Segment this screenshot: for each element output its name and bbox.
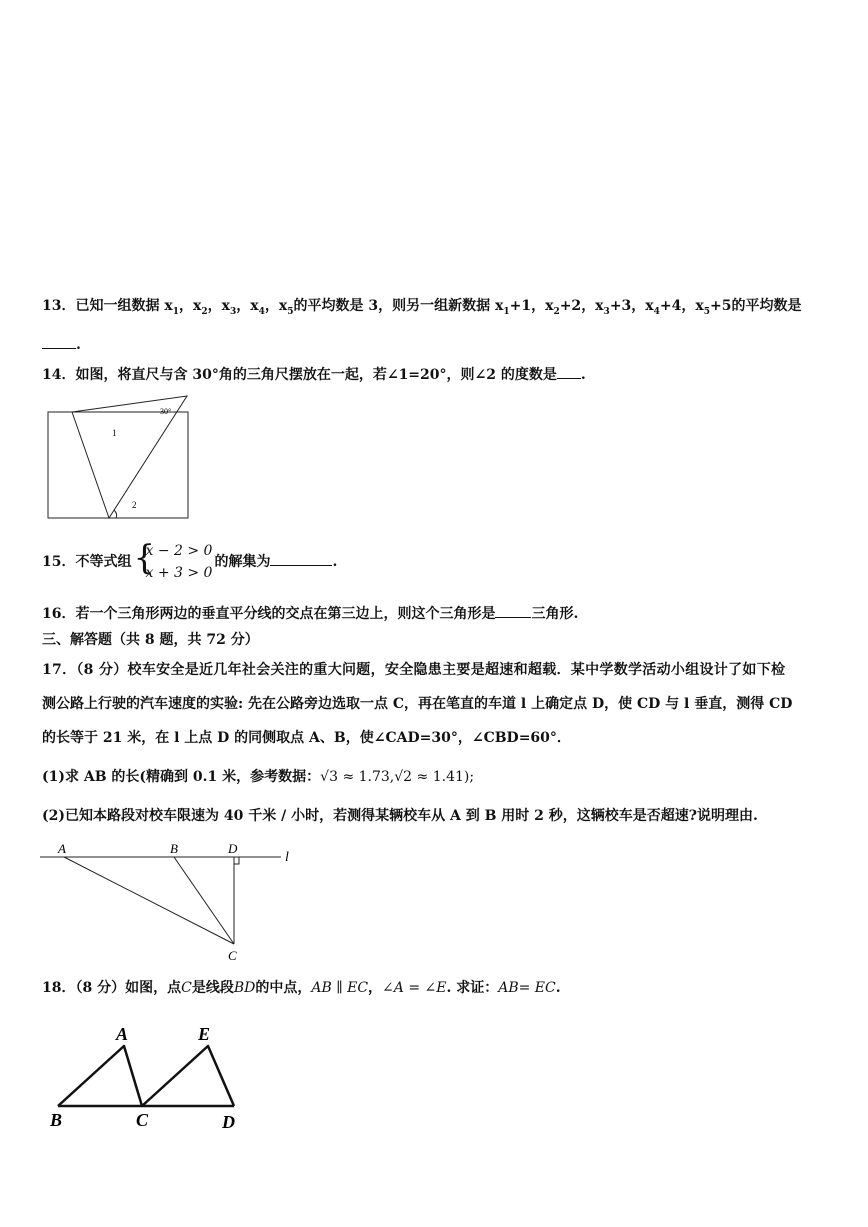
q13-new-sub-3: 3 [603, 306, 610, 317]
q13-text-b: 的平均数是 3，则另一组新数据 x [293, 298, 504, 314]
question-14 [42, 364, 828, 385]
q18-point-C: C [181, 980, 192, 996]
q15-number: 15． [42, 554, 76, 570]
q13-sub-1: 1 [172, 306, 179, 317]
q17-part-1 [42, 767, 828, 787]
q17-label-D: D [228, 841, 238, 856]
section-3-heading: 三、解答题（共 8 题，共 72 分） [42, 632, 259, 648]
q17-label-B: B [170, 841, 178, 856]
angle2-arc [114, 510, 117, 518]
q18-label-B: B [50, 1110, 63, 1130]
q18-segment-BD: BD [233, 980, 256, 996]
q13-new-sub-4: 4 [653, 306, 660, 317]
q18-label-E: E [198, 1024, 211, 1044]
q17-part1-text: (1)求 AB 的长(精确到 0.1 米，参考数据： [42, 769, 321, 785]
q18-label-A: A [116, 1024, 129, 1044]
q14-number: 14． [42, 367, 76, 383]
brace-icon: { [133, 538, 156, 578]
q13-term-2: +2 [559, 298, 582, 314]
q18-parallel: AB ∥ EC [311, 980, 369, 996]
q17-part1-reference: √3 ≈ 1.73,√2 ≈ 1.41); [320, 769, 475, 785]
q13-new-sub-5: 5 [703, 306, 711, 317]
q16-number: 16． [42, 606, 76, 622]
q16-text-a: 若一个三角形两边的垂直平分线的交点在第三边上，则这个三角形是 [75, 606, 496, 622]
q17-label-C: C [228, 948, 237, 963]
q14-figure [42, 392, 202, 524]
q15-text-a: 不等式组 [75, 554, 132, 570]
q14-label-30: 30° [160, 407, 172, 416]
q13-term-1: +1 [509, 298, 532, 314]
q13-answer-blank[interactable] [42, 334, 76, 349]
q13-new-sub-1: 1 [503, 306, 510, 317]
q14-text: 如图，将直尺与含 30°角的三角尺摆放在一起，若∠1=20°，则∠2 的度数是 [75, 367, 557, 383]
q18-text-a: 18．（8 分）如图，点 [42, 980, 182, 996]
question-16 [42, 603, 828, 624]
question-15 [42, 540, 828, 584]
q16-text-b: 三角形. [531, 606, 579, 622]
right-angle-mark [234, 857, 239, 864]
q13-sub-5: 5 [287, 306, 294, 317]
q18-angle-eq: ∠A = ∠E [382, 980, 447, 996]
q18-comma: ， [368, 980, 383, 996]
q17-label-l: l [285, 850, 289, 865]
q18-end: . [555, 980, 561, 996]
inequality-system [133, 540, 212, 584]
q13-text-a: 已知一组数据 x [75, 298, 173, 314]
q15-answer-blank[interactable] [270, 551, 332, 566]
q17-figure [38, 838, 300, 966]
q13-term-5: +5 [710, 298, 732, 314]
q13-sub-4: 4 [258, 306, 265, 317]
q16-answer-blank[interactable] [495, 603, 531, 618]
q17-label-A: A [58, 841, 66, 856]
q17-part-2: (2)已知本路段对校车限速为 40 千米 / 小时，若测得某辆校车从 A 到 B 用时 2 秒，这辆校车是否超速?说明理由. [42, 808, 758, 824]
q18-label-D: D [222, 1112, 235, 1132]
question-13: 13．已知一组数据 $x_1$，$x_2$，$x_3$，$x_4$，$x_5$的平均数是 3，则另一组新数据 $x_1+1$，$x_2+2$，$x_3+3$，$x_4+4$，$x_5+5$的平均数是 [42, 298, 802, 317]
segment-AC [64, 857, 234, 944]
q14-answer-blank[interactable] [557, 364, 581, 379]
q13-term-4: +4 [659, 298, 682, 314]
segment-BC [174, 857, 234, 944]
q13-text-c: 的平均数是 [731, 298, 802, 314]
q14-end: . [580, 367, 586, 383]
question-18 [42, 978, 828, 998]
q13-new-sub-2: 2 [553, 306, 560, 317]
triangle-ABC [58, 1046, 142, 1106]
q15-text-b: 的解集为 [214, 554, 271, 570]
q15-end: . [332, 554, 338, 570]
triangle-ECD [142, 1046, 234, 1106]
q17-line-2: 测公路上行驶的汽车速度的实验: 先在公路旁边选取一点 C，再在笔直的车道 l 上确定点 D，使 CD 与 l 垂直，测得 CD [42, 696, 793, 712]
q18-label-C: C [136, 1110, 149, 1130]
q13-sub-2: 2 [201, 306, 208, 317]
q18-figure [46, 1020, 246, 1136]
inequality-2: x + 3 > 0 [145, 565, 213, 581]
q14-label-2: 2 [132, 500, 137, 510]
q17-line-3: 的长等于 21 米，在 l 上点 D 的同侧取点 A、B，使∠CAD=30°，∠CBD=60°． [42, 730, 571, 746]
q18-text-c: 的中点， [255, 980, 312, 996]
inequality-1: x − 2 > 0 [145, 543, 213, 559]
q13-term-3: +3 [609, 298, 632, 314]
q18-text-d: . 求证： [446, 980, 499, 996]
q13-end: . [76, 337, 81, 353]
q18-prove: AB= EC [498, 980, 556, 996]
q13-sub-3: 3 [229, 306, 237, 317]
q14-label-1: 1 [112, 428, 117, 438]
question-13-answer [42, 334, 828, 355]
q18-text-b: 是线段 [191, 980, 234, 996]
q17-line-1: 17．（8 分）校车安全是近几年社会关注的重大问题，安全隐患主要是超速和超载．某中学数学活动小组设计了如下检 [42, 662, 786, 678]
q13-number: 13． [42, 298, 76, 314]
